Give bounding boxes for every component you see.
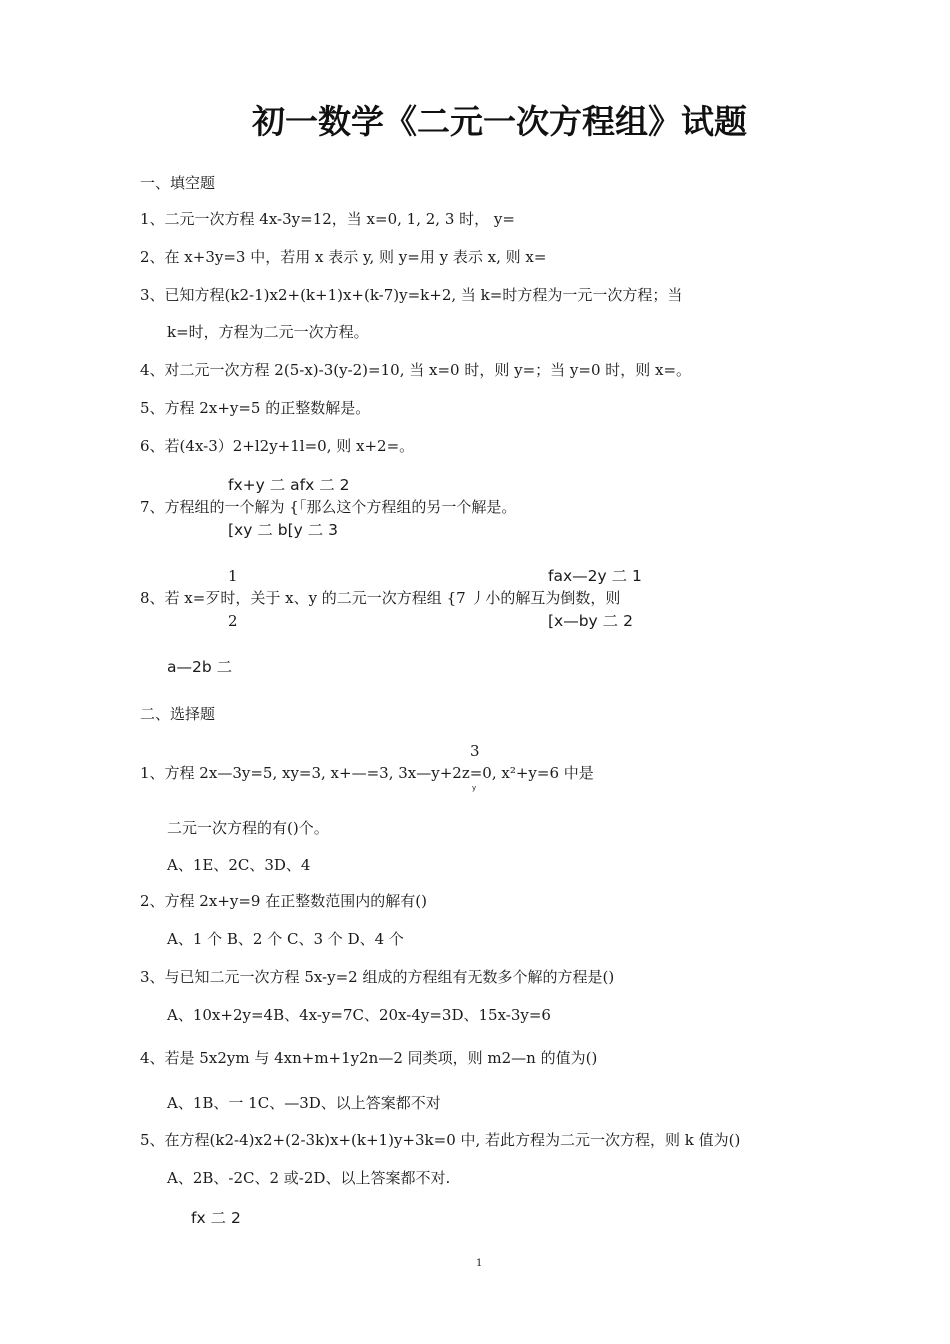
choice-4-options: A、1B、一 1C、—3D、以上答案都不对 [167,1094,441,1112]
question-7-system-top: fx+y 二 afx 二 2 [228,476,350,494]
choice-1-options: A、1E、2C、3D、4 [167,856,311,874]
question-8-system-top: fax—2y 二 1 [548,567,642,585]
question-3-line-2: k=时，方程为二元一次方程。 [167,323,369,341]
choice-1-fraction-numerator: 3 [470,742,480,760]
choice-2: 2、方程 2x+y=9 在正整数范围内的解有() [140,892,427,910]
question-7-system-bottom: [xy 二 b[y 二 3 [228,521,339,539]
question-2: 2、在 x+3y=3 中，若用 x 表示 y, 则 y=用 y 表示 x, 则 x= [140,248,547,266]
question-8-fraction-numerator: 1 [228,567,238,585]
question-5: 5、方程 2x+y=5 的正整数解是。 [140,399,371,417]
question-6: 6、若(4x-3）2+l2y+1l=0, 则 x+2=。 [140,437,415,455]
question-3-line-1: 3、已知方程(k2-1)x2+(k+1)x+(k-7)y=k+2, 当 k=时方程为一元一次方程；当 [140,286,683,304]
choice-5-options: A、2B、-2C、2 或-2D、以上答案都不对. [167,1169,451,1187]
page-number: 1 [476,1258,483,1269]
choice-2-options: A、1 个 B、2 个 C、3 个 D、4 个 [167,930,404,948]
question-1: 1、二元一次方程 4x-3y=12，当 x=0, 1, 2, 3 时， y= [140,210,515,228]
choice-3-options: A、10x+2y=4B、4x-y=7C、20x-4y=3D、15x-3y=6 [167,1006,551,1024]
choice-5: 5、在方程(k2-4)x2+(2-3k)x+(k+1)y+3k=0 中, 若此方程为二元一次方程，则 k 值为() [140,1131,741,1149]
question-8-fraction-denominator: 2 [228,612,238,630]
question-8: 8、若 x=歹时，关于 x、y 的二元一次方程组 {7 丿小的解互为倒数，则 [140,589,621,607]
choice-1-question: 二元一次方程的有()个。 [167,819,329,837]
question-4: 4、对二元一次方程 2(5-x)-3(y-2)=10, 当 x=0 时，则 y=；当 y=0 时，则 x=。 [140,361,692,379]
question-8-system-bottom: [x—by 二 2 [548,612,633,630]
question-8-answer-prompt: a—2b 二 [167,658,233,676]
choice-3: 3、与已知二元一次方程 5x-y=2 组成的方程组有无数多个解的方程是() [140,968,615,986]
question-7: 7、方程组的一个解为 {「那么这个方程组的另一个解是。 [140,498,517,516]
document-title: 初一数学《二元一次方程组》试题 [252,102,747,141]
choice-1-fraction-denominator: y [472,784,477,792]
section-multiple-choice-heading: 二、选择题 [140,705,216,723]
section-fill-in-blank-heading: 一、填空题 [140,174,216,192]
choice-6-fragment: fx 二 2 [191,1209,241,1227]
choice-4: 4、若是 5x2ym 与 4xn+m+1y2n—2 同类项，则 m2—n 的值为() [140,1049,598,1067]
choice-1: 1、方程 2x—3y=5, xy=3, x+—=3, 3x—y+2z=0, x²+y=6 中是 [140,764,594,782]
